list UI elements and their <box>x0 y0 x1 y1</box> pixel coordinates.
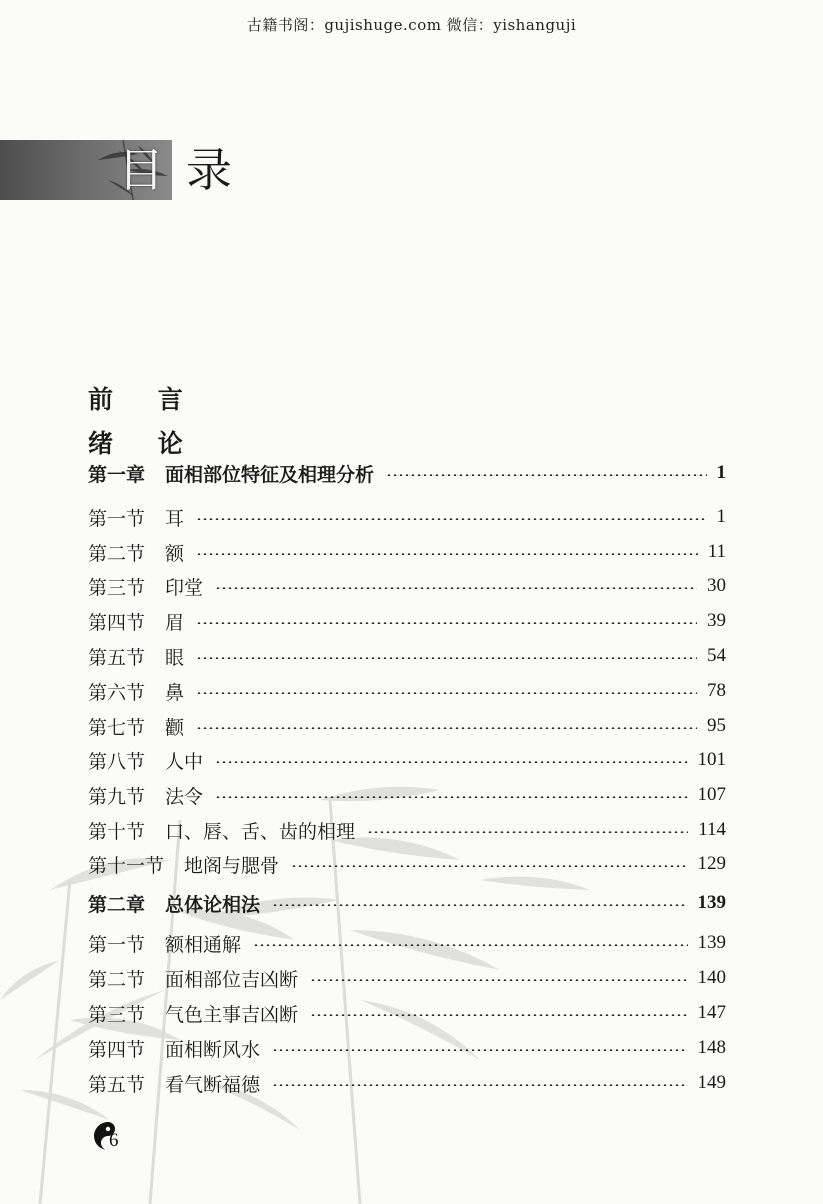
toc-entry-title: 印堂 <box>165 576 204 599</box>
toc-entry-title: 面相部位特征及相理分析 <box>165 463 375 486</box>
toc-entry-label: 第四节 <box>88 1038 146 1061</box>
dot-leader <box>272 1049 687 1051</box>
toc-entry-title: 口、唇、舌、齿的相理 <box>165 820 356 843</box>
dot-leader <box>291 865 687 867</box>
toc-entry-page: 148 <box>697 1037 726 1058</box>
toc-section-row[interactable] <box>88 815 726 845</box>
dot-leader <box>196 622 697 624</box>
preface-heading[interactable]: 前 言 <box>88 385 201 414</box>
toc-entry-label: 第七节 <box>88 716 146 739</box>
dot-leader <box>310 1014 687 1016</box>
dot-leader <box>215 587 697 589</box>
dot-leader <box>367 831 688 833</box>
dot-leader <box>310 979 687 981</box>
toc-entry-label: 第十节 <box>88 820 146 843</box>
toc-entry-label: 第一节 <box>88 507 146 530</box>
toc-entry-label: 第四节 <box>88 611 146 634</box>
dot-leader <box>272 904 687 906</box>
toc-section-row[interactable] <box>88 780 726 810</box>
toc-section-row[interactable] <box>88 998 726 1028</box>
toc-entry-page: 101 <box>697 749 726 770</box>
toc-section-row[interactable] <box>88 571 726 601</box>
toc-entry-title: 颧 <box>165 716 185 739</box>
toc-entry-label: 第九节 <box>88 785 146 808</box>
toc-section-row[interactable] <box>88 676 726 706</box>
toc-entry-label: 第六节 <box>88 681 146 704</box>
watermark-text: 古籍书阁：gujishuge.com 微信：yishanguji <box>246 16 577 34</box>
toc-entry-title: 眼 <box>165 646 185 669</box>
toc-entry-title: 额相通解 <box>165 933 242 956</box>
toc-section-row[interactable] <box>88 537 726 567</box>
dot-leader <box>196 518 706 520</box>
toc-section-row[interactable] <box>88 928 726 958</box>
dot-leader <box>196 692 697 694</box>
toc-entry-title: 面相断风水 <box>165 1038 261 1061</box>
toc-entry-label: 第二节 <box>88 542 146 565</box>
toc-entry-title: 地阁与腮骨 <box>184 854 280 877</box>
toc-entry-page: 149 <box>697 1072 726 1093</box>
toc-section-row[interactable] <box>88 745 726 775</box>
toc-entry-label: 第八节 <box>88 750 146 773</box>
toc-entry-page: 95 <box>707 715 726 736</box>
yin-yang-page-icon <box>88 1118 128 1158</box>
toc-entry-page: 1 <box>716 506 726 527</box>
toc-entry-title: 人中 <box>165 750 204 773</box>
toc-entry-page: 129 <box>697 853 726 874</box>
toc-entry-page: 11 <box>707 541 726 562</box>
dot-leader <box>196 553 698 555</box>
toc-entry-page: 114 <box>698 819 726 840</box>
toc-section-row[interactable] <box>88 641 726 671</box>
toc-entry-title: 法令 <box>165 785 204 808</box>
toc-entry-label: 第二章 <box>88 893 146 916</box>
toc-entry-page: 54 <box>707 645 726 666</box>
toc-entry-label: 第三节 <box>88 1003 146 1026</box>
toc-entry-label: 第二节 <box>88 968 146 991</box>
toc-entry-title: 总体论相法 <box>165 893 261 916</box>
introduction-heading[interactable]: 绪 论 <box>88 429 201 458</box>
dot-leader <box>386 474 706 476</box>
toc-entry-page: 140 <box>697 967 726 988</box>
toc-chapter-row[interactable] <box>88 888 726 918</box>
dot-leader <box>196 657 697 659</box>
toc-entry-title: 耳 <box>165 507 185 530</box>
toc-entry-page: 30 <box>707 575 726 596</box>
toc-entry-title: 面相部位吉凶断 <box>165 968 299 991</box>
toc-entry-page: 107 <box>697 784 726 805</box>
toc-entry-title: 看气断福德 <box>165 1073 261 1096</box>
toc-entry-page: 78 <box>707 680 726 701</box>
toc-entry-title: 额 <box>165 542 185 565</box>
toc-section-row[interactable] <box>88 1068 726 1098</box>
title-char-mu: 目 <box>118 143 164 197</box>
toc-entry-title: 气色主事吉凶断 <box>165 1003 299 1026</box>
toc-entry-title: 鼻 <box>165 681 185 704</box>
toc-entry-page: 39 <box>707 610 726 631</box>
toc-entry-page: 1 <box>716 462 726 483</box>
dot-leader <box>215 796 687 798</box>
toc-entry-label: 第一章 <box>88 463 146 486</box>
toc-entry-title: 眉 <box>165 611 185 634</box>
dot-leader <box>215 761 687 763</box>
toc-section-row[interactable] <box>88 606 726 636</box>
toc-section-row[interactable] <box>88 502 726 532</box>
toc-entry-page: 139 <box>697 932 726 953</box>
toc-section-row[interactable] <box>88 963 726 993</box>
toc-entry-page: 139 <box>697 892 726 913</box>
dot-leader <box>272 1084 687 1086</box>
toc-entry-label: 第五节 <box>88 1073 146 1096</box>
page-number: 6 <box>109 1130 119 1151</box>
toc-chapter-row[interactable] <box>88 458 726 488</box>
toc-entry-label: 第一节 <box>88 933 146 956</box>
toc-entry-page: 147 <box>697 1002 726 1023</box>
toc-section-row[interactable] <box>88 849 726 879</box>
toc-section-row[interactable] <box>88 711 726 741</box>
toc-section-row[interactable] <box>88 1033 726 1063</box>
toc-entry-label: 第三节 <box>88 576 146 599</box>
dot-leader <box>253 944 687 946</box>
toc-entry-label: 第十一节 <box>88 854 165 877</box>
toc-entry-label: 第五节 <box>88 646 146 669</box>
dot-leader <box>196 727 697 729</box>
title-char-lu: 录 <box>186 143 232 197</box>
